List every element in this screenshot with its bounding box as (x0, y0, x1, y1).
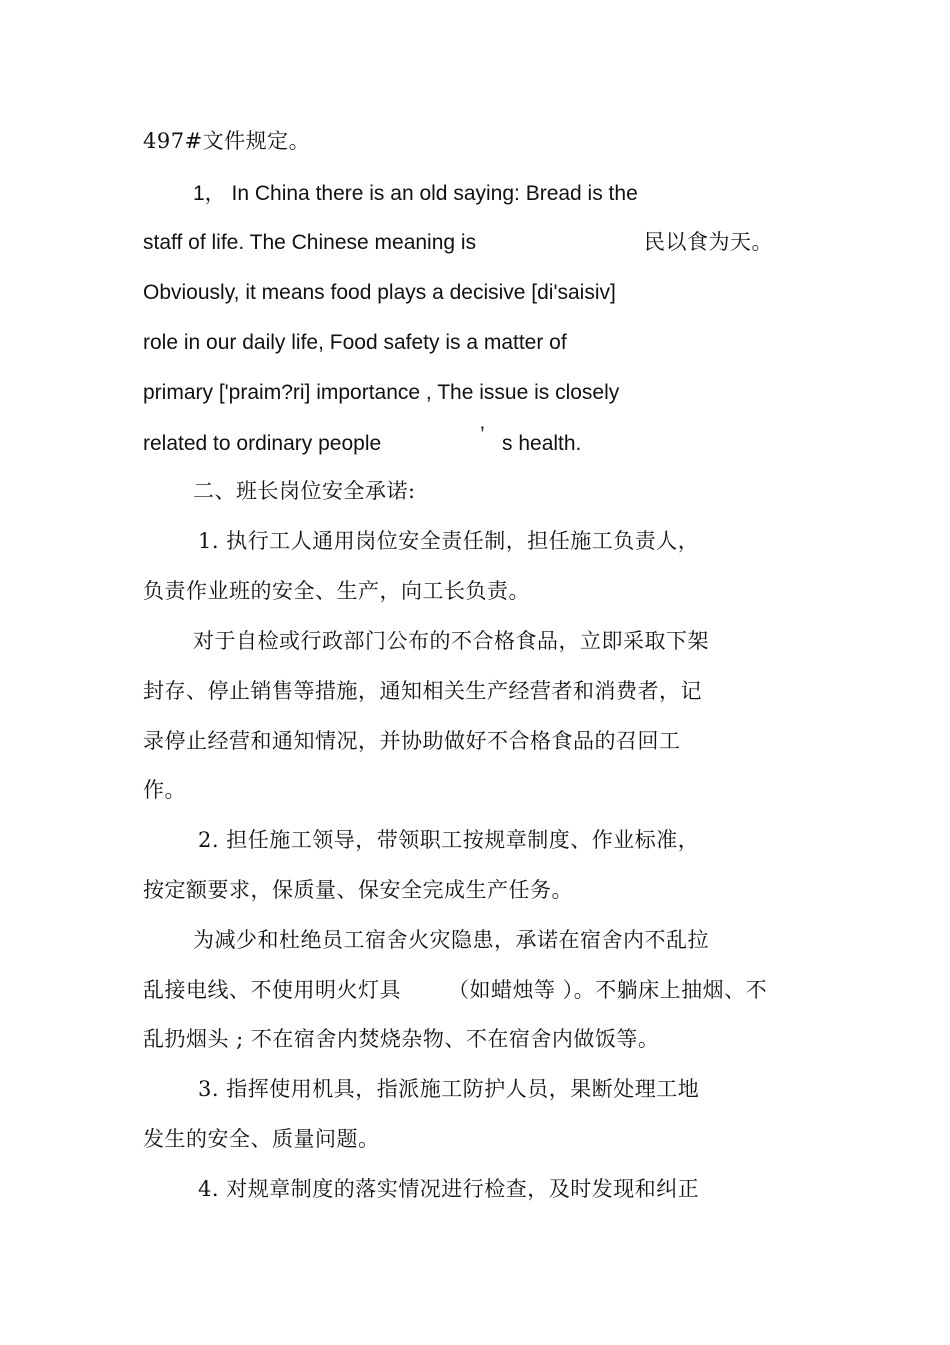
item-1-line-1: 1. 执行工人通用岗位安全责任制，担任施工负责人， (198, 529, 700, 553)
paragraph-a-line-3: 录停止经营和通知情况，并协助做好不合格食品的召回工 (143, 729, 681, 753)
text-line-6: primary ['praim?ri] importance , The issue is closely (143, 381, 620, 404)
paragraph-b-line-3: 乱扔烟头 ; 不在宿舍内焚烧杂物、不在宿舍内做饭等。 (143, 1027, 660, 1051)
text-line-3: staff of life. The Chinese meaning is (143, 231, 477, 254)
text-line-4: Obviously, it means food plays a decisive [di'saisiv] (143, 281, 616, 304)
text-line-7-apostrophe: ’ (480, 423, 485, 446)
paragraph-a-line-1: 对于自检或行政部门公布的不合格食品，立即采取下架 (193, 629, 709, 653)
paragraph-b-line-1: 为减少和杜绝员工宿舍火灾隐患，承诺在宿舍内不乱拉 (193, 928, 709, 952)
item-2-line-1: 2. 担任施工领导，带领职工按规章制度、作业标准， (198, 828, 700, 852)
text-line-3-chinese: 民以食为天。 (644, 230, 773, 254)
text-line-5: role in our daily life, Food safety is a matter of (143, 331, 567, 354)
paragraph-b-line-2: 乱接电线、不使用明火灯具 (143, 978, 401, 1002)
text-line-7-end: s health. (502, 432, 582, 455)
item-3-line-2: 发生的安全、质量问题。 (143, 1127, 380, 1151)
item-2-line-2: 按定额要求，保质量、保安全完成生产任务。 (143, 878, 573, 902)
text-line-7: related to ordinary people (143, 432, 382, 455)
paragraph-a-line-4: 作。 (143, 778, 186, 802)
paragraph-b-line-2-end: （如蜡烛等 ）。不躺床上抽烟、不 (448, 978, 768, 1002)
item-1-line-2: 负责作业班的安全、生产，向工长负责。 (143, 579, 530, 603)
item-3-line-1: 3. 指挥使用机具，指派施工防护人员，果断处理工地 (198, 1077, 700, 1101)
section-heading: 二、班长岗位安全承诺: (193, 479, 416, 503)
text-line-1: 497#文件规定。 (143, 129, 311, 153)
text-line-2: 1， In China there is an old saying: Bread is the (193, 182, 638, 205)
paragraph-a-line-2: 封存、停止销售等措施，通知相关生产经营者和消费者，记 (143, 679, 702, 703)
item-4-line-1: 4. 对规章制度的落实情况进行检查，及时发现和纠正 (198, 1177, 700, 1201)
